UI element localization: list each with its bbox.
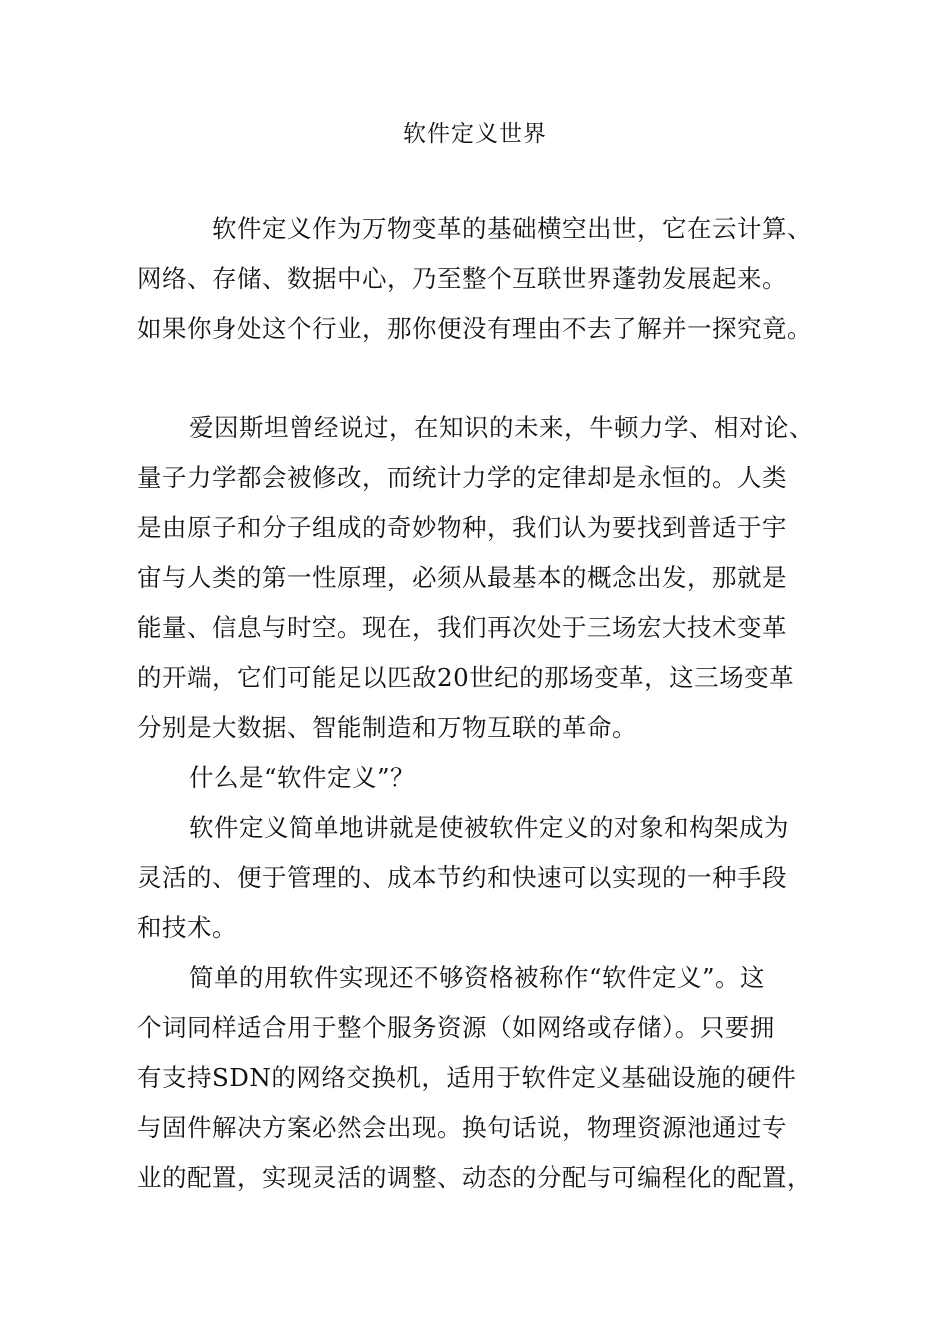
text-line: 灵活的、便于管理的、成本节约和快速可以实现的一种手段: [137, 863, 787, 892]
text-line: 有支持SDN的网络交换机，适用于软件定义基础设施的硬件: [137, 1063, 797, 1092]
text-line: 是由原子和分子组成的奇妙物种，我们认为要找到普适于宇: [137, 513, 787, 542]
text-line: 软件定义作为万物变革的基础横空出世，它在云计算、: [212, 214, 812, 243]
intro-paragraph: [137, 204, 817, 354]
text-line: 宙与人类的第一性原理，必须从最基本的概念出发，那就是: [137, 563, 787, 592]
text-line: 网络、存储、数据中心，乃至整个互联世界蓬勃发展起来。: [137, 264, 787, 293]
text-line: 软件定义简单地讲就是使被软件定义的对象和构架成为: [189, 813, 789, 842]
text-line: 简单的用软件实现还不够资格被称作“软件定义”。这: [189, 963, 766, 992]
text-line: 与固件解决方案必然会出现。换句话说，物理资源池通过专: [137, 1113, 787, 1142]
text-line: 分别是大数据、智能制造和万物互联的革命。: [137, 713, 637, 742]
text-line: 爱因斯坦曾经说过，在知识的未来，牛顿力学、相对论、: [189, 413, 814, 442]
text-line: 如果你身处这个行业，那你便没有理由不去了解并一探究竟。: [137, 314, 812, 343]
text-line: 业的配置，实现灵活的调整、动态的分配与可编程化的配置，: [137, 1163, 812, 1192]
text-line: 量子力学都会被修改，而统计力学的定律却是永恒的。人类: [137, 463, 787, 492]
text-line: 能量、信息与时空。现在，我们再次处于三场宏大技术变革: [137, 613, 787, 642]
text-line: 的开端，它们可能足以匹敌20世纪的那场变革，这三场变革: [137, 663, 795, 692]
text-line: 和技术。: [137, 913, 237, 942]
document-title: 软件定义世界: [403, 121, 547, 147]
text-line: 什么是“软件定义”？: [189, 763, 416, 792]
body-paragraphs: [137, 403, 817, 1203]
text-line: 个词同样适合用于整个服务资源（如网络或存储）。只要拥: [137, 1013, 775, 1042]
